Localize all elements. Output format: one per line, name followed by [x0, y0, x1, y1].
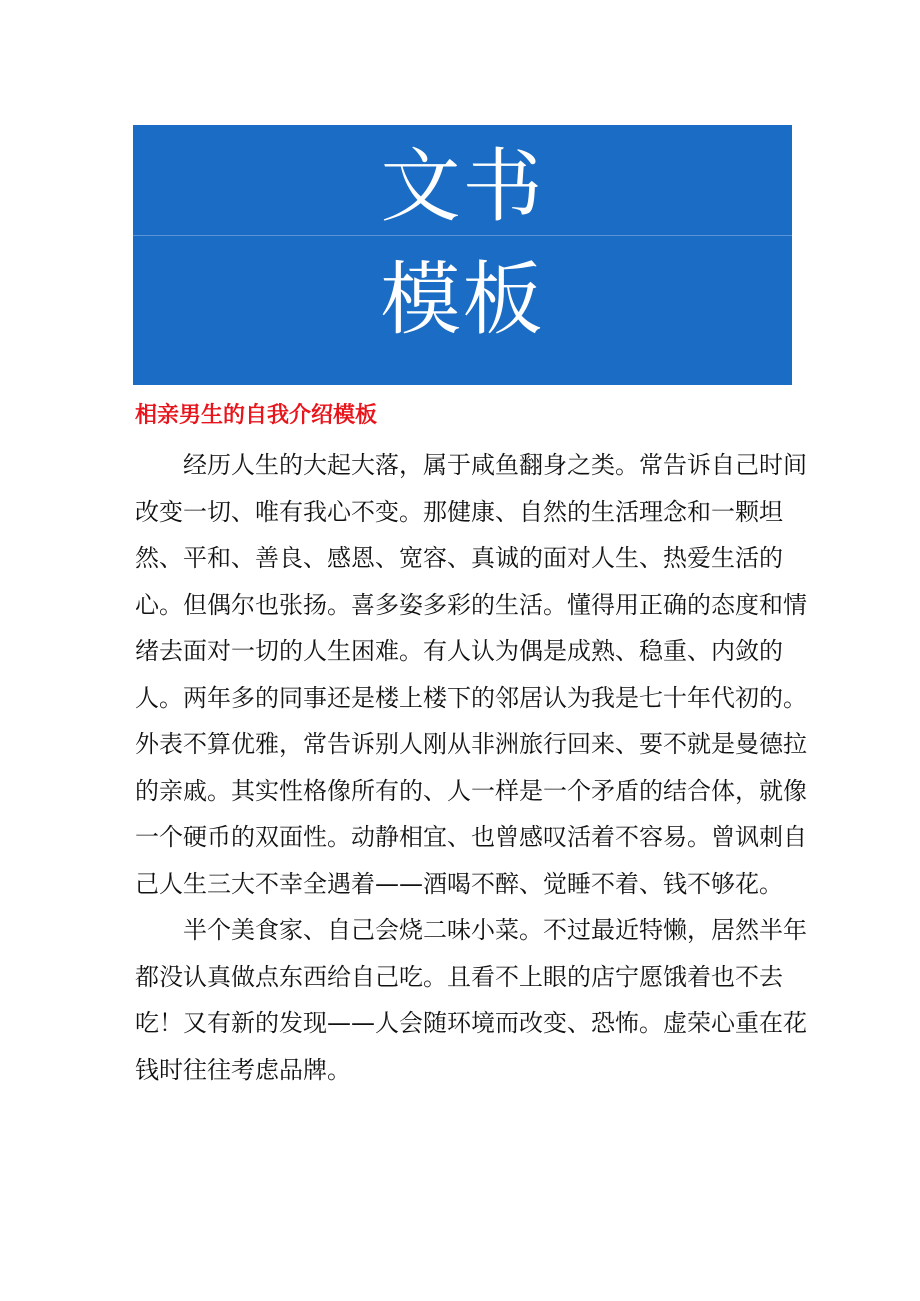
- banner-divider: [133, 235, 792, 236]
- paragraph-2: 半个美食家、自己会烧二味小菜。不过最近特懒，居然半年都没认真做点东西给自己吃。且看不上眼的店宁愿饿着也不去吃！又有新的发现——人会随环境而改变、恐怖。虚荣心重在花钱时往往考虑品牌。: [135, 916, 807, 1084]
- document-body: [135, 442, 807, 1093]
- cover-banner: [133, 125, 792, 385]
- document-title: 相亲男生的自我介绍模板: [135, 403, 378, 428]
- banner-title-line-1: 文书: [380, 140, 545, 233]
- banner-title-line-2: 模板: [380, 253, 545, 346]
- paragraph-1: 经历人生的大起大落，属于咸鱼翻身之类。常告诉自己时间改变一切、唯有我心不变。那健康、自然的生活理念和一颗坦然、平和、善良、感恩、宽容、真诚的面对人生、热爱生活的心。但偶尔也张扬。喜多姿多彩的生活。懂得用正确的态度和情绪去面对一切的人生困难。有人认为偶是成熟、稳重、内敛的人。两年多的同事还是楼上楼下的邻居认为我是七十年代初的。外表不算优雅，常告诉别人刚从非洲旅行回来、要不就是曼德拉的亲戚。其实性格像所有的、人一样是一个矛盾的结合体，就像一个硬币的双面性。动静相宜、也曾感叹活着不容易。曾讽刺自己人生三大不幸全遇着——酒喝不醉、觉睡不着、钱不够花。: [135, 451, 807, 898]
